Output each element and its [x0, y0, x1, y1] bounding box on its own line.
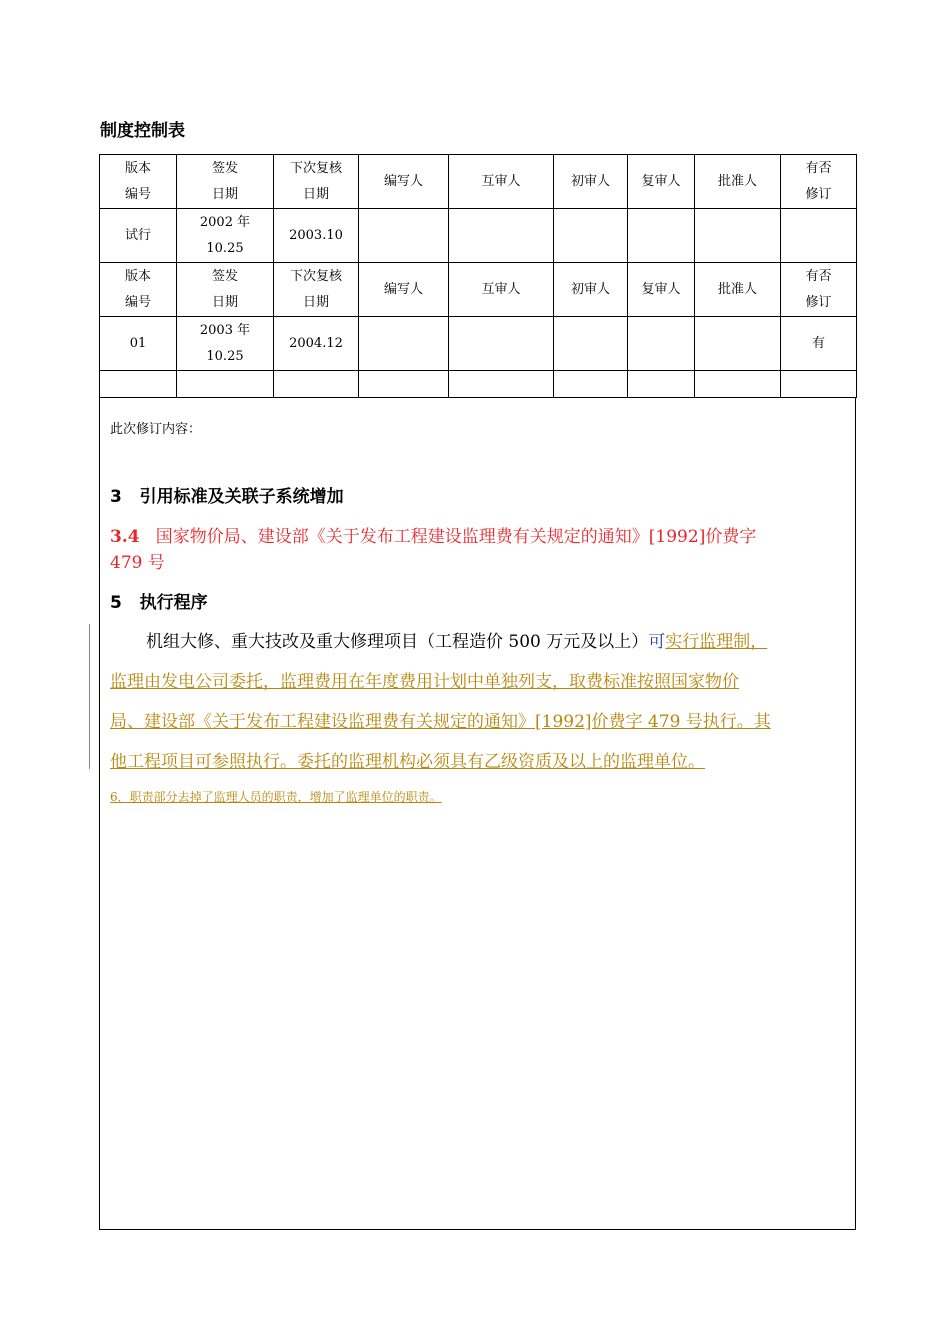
header-first-review: 初审人 [554, 263, 628, 317]
paragraph-line-1: 机组大修、重大技改及重大修理项目（工程造价 500 万元及以上）可实行监理制， [146, 632, 768, 652]
header-peer-review: 互审人 [449, 155, 554, 209]
header-first-review: 初审人 [554, 155, 628, 209]
header-peer-review: 互审人 [449, 263, 554, 317]
paragraph-line-4: 他工程项目可参照执行。委托的监理机构必须具有乙级资质及以上的监理单位。 [110, 752, 705, 772]
item-3-4: 3.4 国家物价局、建设部《关于发布工程建设监理费有关规定的通知》[1992]价费字 [110, 527, 757, 547]
cell-next-review: 2004.12 [274, 317, 359, 371]
header-second-review: 复审人 [628, 155, 695, 209]
header-approver: 批准人 [695, 263, 781, 317]
cell-issue-date: 2002 年 10.25 [177, 209, 274, 263]
header-version: 版本 编号 [100, 155, 177, 209]
section-3-heading: 3 引用标准及关联子系统增加 [110, 487, 344, 507]
header-author: 编写人 [359, 155, 449, 209]
revision-label: 此次修订内容： [110, 422, 202, 437]
header-issue-date: 签发 日期 [177, 155, 274, 209]
cell-revised: 有 [781, 317, 857, 371]
header-second-review: 复审人 [628, 263, 695, 317]
cell-issue-date: 2003 年 10.25 [177, 317, 274, 371]
empty-row [100, 371, 857, 398]
section-5-heading: 5 执行程序 [110, 593, 208, 613]
change-bar [89, 624, 90, 769]
header-row [100, 155, 857, 209]
page-title: 制度控制表 [100, 121, 185, 141]
cell-next-review: 2003.10 [274, 209, 359, 263]
paragraph-line-2: 监理由发电公司委托，监理费用在年度费用计划中单独列支，取费标准按照国家物价 [110, 672, 739, 692]
header-revised: 有否 修订 [781, 155, 857, 209]
header-next-review: 下次复核 日期 [274, 263, 359, 317]
header-revised: 有否 修订 [781, 263, 857, 317]
header-next-review: 下次复核 日期 [274, 155, 359, 209]
paragraph-line-3: 局、建设部《关于发布工程建设监理费有关规定的通知》[1992]价费字 479 号执行。其 [110, 712, 771, 732]
note-6: 6．职责部分去掉了监理人员的职责，增加了监理单位的职责。 [110, 790, 442, 804]
cell-version: 01 [100, 317, 177, 371]
header-version: 版本 编号 [100, 263, 177, 317]
header-author: 编写人 [359, 263, 449, 317]
table-row [100, 317, 857, 371]
header-row [100, 263, 857, 317]
item-3-4-number: 3.4 [110, 527, 140, 547]
header-approver: 批准人 [695, 155, 781, 209]
item-3-4-line2: 479 号 [110, 553, 165, 573]
header-issue-date: 签发 日期 [177, 263, 274, 317]
control-table [99, 154, 857, 398]
cell-version: 试行 [100, 209, 177, 263]
cell-revised [781, 209, 857, 263]
table-row [100, 209, 857, 263]
